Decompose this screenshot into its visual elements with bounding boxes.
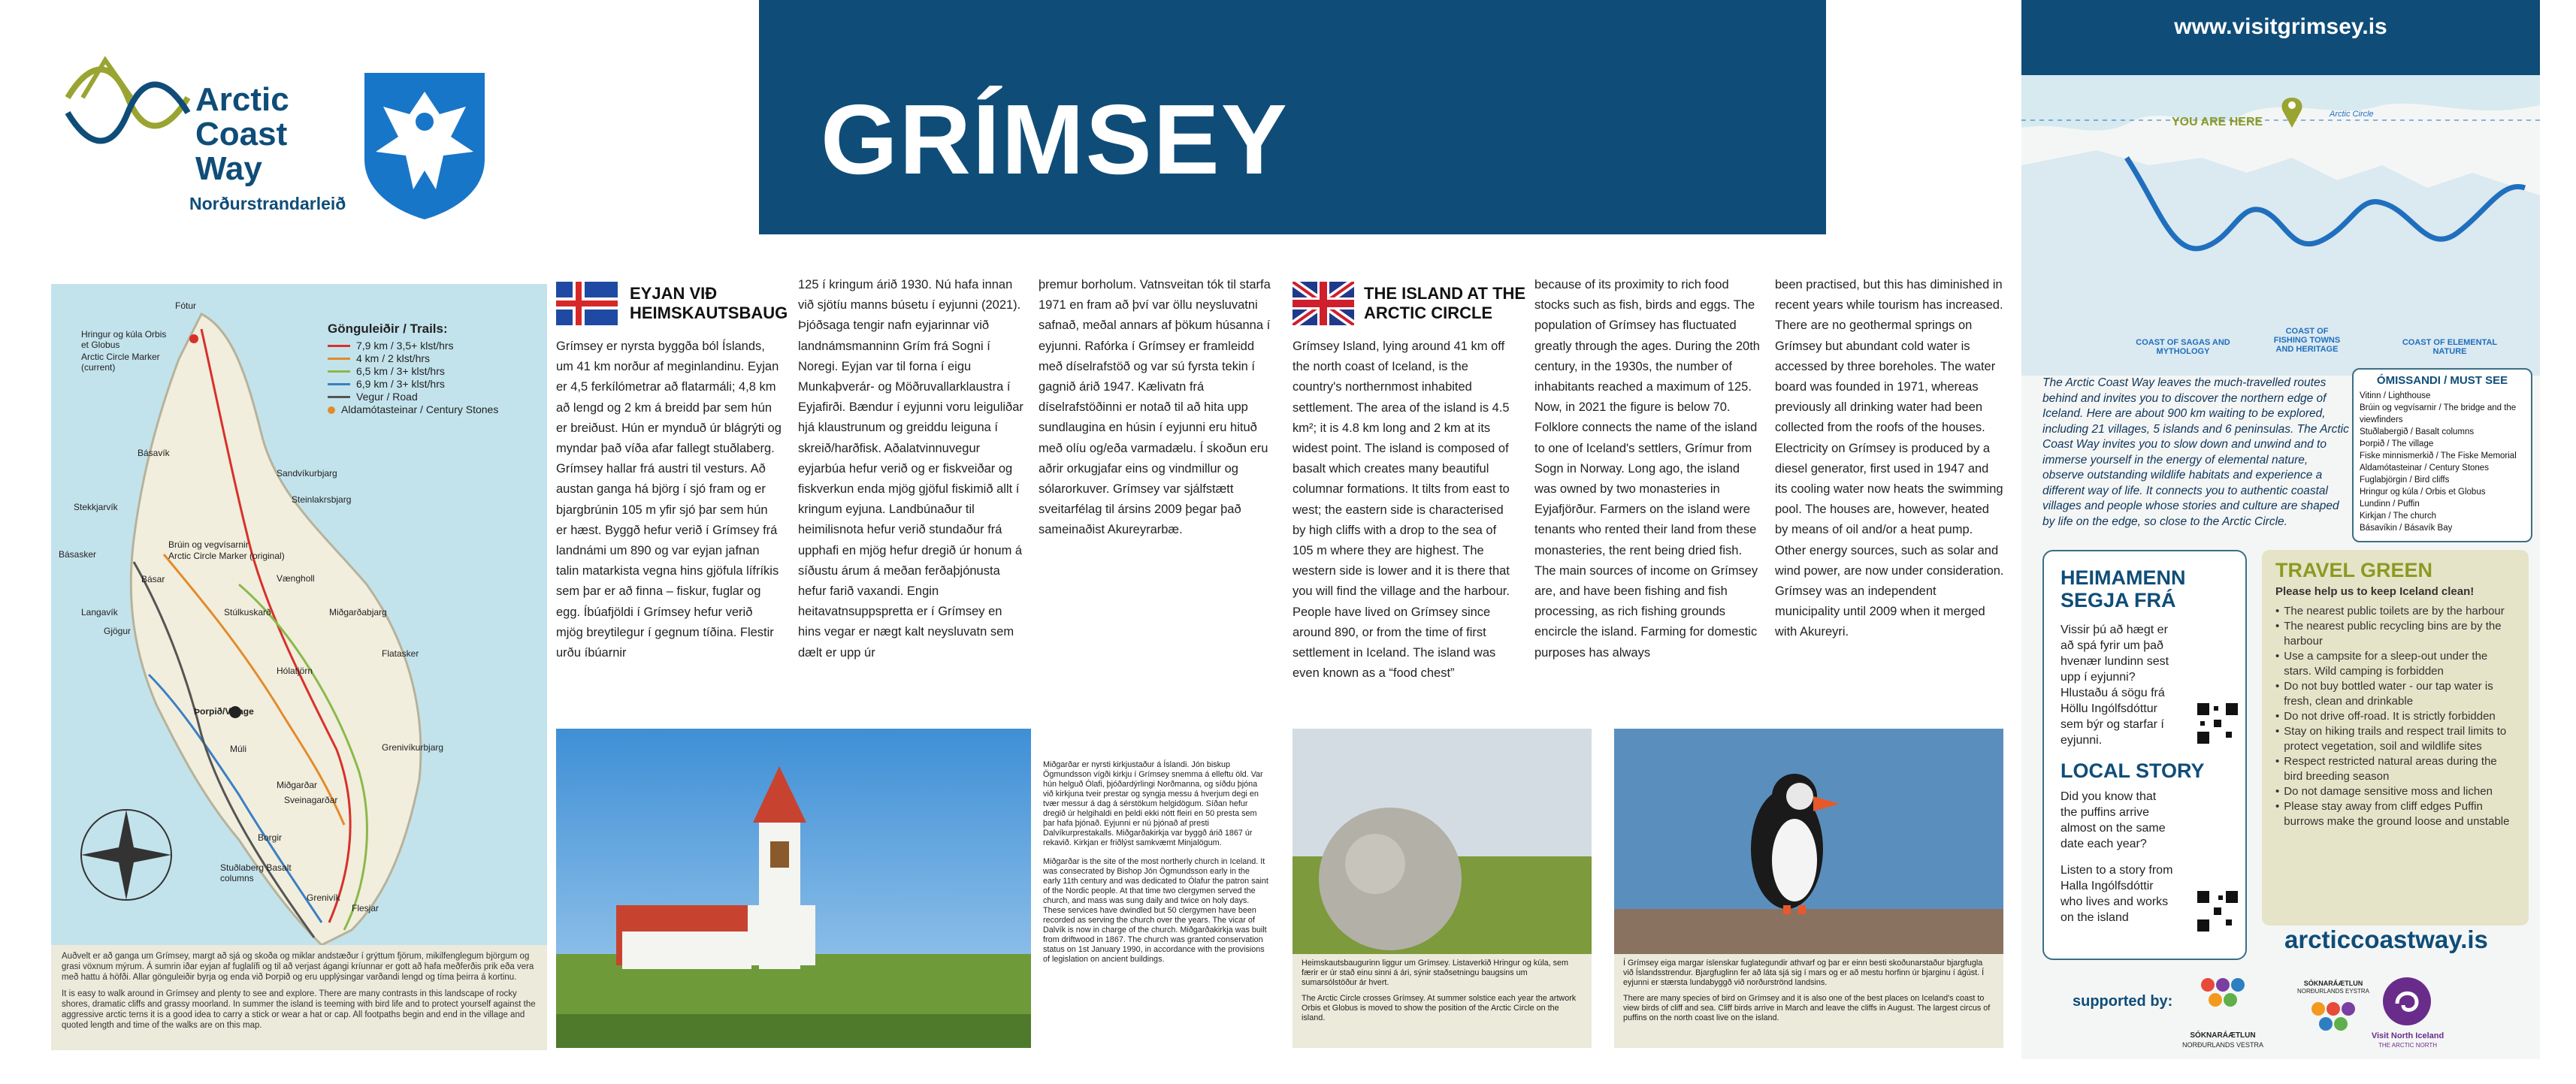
bullet-icon: • (2275, 650, 2280, 663)
local-story-text: Listen to a story from Halla Ingólfsdóttir who lives and works on the island (2060, 864, 2173, 924)
region-label: COAST OF FISHING TOWNS AND HERITAGE (2273, 327, 2341, 354)
bullet-icon: • (2275, 710, 2280, 723)
must-see-item: Stuðlabergið / Basalt columns (2360, 427, 2475, 436)
travel-green-item (2275, 604, 2515, 619)
must-see-item: Básavíkin / Básavík Bay (2360, 524, 2453, 533)
place-label: Grenivíkurbjarg (382, 742, 444, 753)
visitgrimsey-url[interactable]: www.visitgrimsey.is (2174, 14, 2387, 39)
travel-green-text: Stay on hiking trails and respect trail limits to protect vegetation, soil and wildlife sites (2284, 725, 2507, 753)
map-caption-is: Auðvelt er að ganga um Grímsey, margt að sjá og skoða og miklar andstæður í grýttum fjörum, mikilfenglegum björgum og grasi vöxnum mýrum. Á sumrin iðar eyjan af fuglalífi og til að verjast ágangi kríunnar er gott að hafa meðferðis prik eða vera með hattu á höfði. Allar gönguleiðir byrja og enda við Þorpið og eru upplýsingar varðandi lengd og tíma þeirra á kortinu. (62, 952, 534, 982)
en-column-2: because of its proximity to rich food stocks such as fish, birds and eggs. The population of Grímsey has fluctuated greatly through the ages. During the 20th century, in the 1930s, the number of inhabitants reached a maximum of 125. Now, in 2021 the figure is below 70. Folklore connects the name of the island to one of Iceland's settlers, Grímur from Sogn in Norway. Long ago, the island was owned by two monasteries in Eyjafjörður. Farmers on the island were tenants who rented their land from these monasteries, the rent being dried fish. The main sources of income on Grímsey are, and have been fishing and fish processing, as rich fishing grounds encircle the island. Farming for domestic purposes has always (1534, 278, 1760, 660)
bullet-icon: • (2275, 755, 2280, 768)
brand-name (195, 83, 289, 186)
arctic-coast-way-logo-icon (60, 53, 195, 158)
locals-title-2: SEGJA FRÁ (2060, 589, 2176, 611)
bullet-icon: • (2275, 620, 2280, 633)
sponsor-3-sub: THE ARCTIC NORTH (2378, 1042, 2438, 1049)
travel-green-text: The nearest public toilets are by the harbour (2284, 605, 2505, 617)
travel-green-text: The nearest public recycling bins are by the harbour (2284, 620, 2502, 648)
title-banner (759, 0, 1826, 234)
iceland-flag-icon (556, 282, 618, 325)
bullet-icon: • (2275, 725, 2280, 738)
is-column-1: Grímsey er nyrsta byggða ból Íslands, um 41 km norður af meginlandinu. Eyjan er 4,5 ferkílómetrar að flatarmáli; 4,8 km að lengd og 2 km á breidd þar sem hún er breiðust. Hún er mynduð úr blágrýti og myndar það víða afar fallegt stuðlaberg. Grímsey hallar frá austri til vesturs. Að austan ganga há björg í sjó fram og er bjargbrúnin 105 m yfir sjó þar sem hún er hæst. Byggð hefur verið í Grímsey frá landnámi um 890 og var eyjan jafnan talin matarkista vegna hins gjöfula lífríkis sem þar er að finna – fiskur, fuglar og egg. Íbúafjöldi í Grímsey hefur verið mjög breytilegur í gegnum tíðina. Flestir urðu íbúarnir (556, 340, 782, 660)
travel-green-item (2275, 724, 2515, 754)
brand-line-3: Way (195, 150, 262, 187)
legend-swatch (328, 396, 350, 398)
place-label: Múli (230, 744, 247, 754)
en-section-title: THE ISLAND AT THE ARCTIC CIRCLE (1364, 284, 1526, 322)
church-photo (556, 729, 1031, 1048)
legend-label: 7,9 km / 3,5+ klst/hrs (356, 340, 454, 352)
sponsor-1-name: SÓKNARÁÆTLUN (2190, 1031, 2256, 1040)
travel-green-text: Use a campsite for a sleep-out under the stars. Wild camping is forbidden (2284, 650, 2488, 678)
place-label: Borgir (258, 832, 283, 843)
travel-green-item (2275, 754, 2515, 784)
soknaraaetlun-eystra-logo-icon (2303, 998, 2363, 1043)
place-label: Sandvíkurbjarg (277, 468, 337, 479)
local-story-box (2042, 550, 2247, 960)
orb-caption-is: Heimskautsbaugurinn liggur um Grímsey. Listaverkið Hringur og kúla, sem færir er úr stað einu sinni á ári, sýnir staðsetningu baugsins um sumarsólstöður ár hvert. (1302, 959, 1569, 987)
must-see-item: Hringur og kúla / Orbis et Globus (2360, 488, 2486, 497)
must-see-box (2352, 368, 2532, 542)
north-iceland-map (2021, 75, 2540, 376)
visit-north-iceland-logo-icon (2381, 974, 2433, 1029)
must-see-item: Vitinn / Lighthouse (2360, 391, 2431, 400)
region-label: COAST OF ELEMENTAL NATURE (2402, 338, 2498, 356)
bullet-icon: • (2275, 605, 2280, 617)
you-are-here-label: YOU ARE HERE (2172, 116, 2263, 128)
puffin-caption (1614, 954, 2003, 1048)
coat-of-arms-icon (361, 69, 488, 223)
bullet-icon: • (2275, 800, 2280, 813)
travel-green-text: Do not buy bottled water - our tap water is fresh, clean and drinkable (2284, 680, 2493, 708)
church-caption (1043, 760, 1268, 965)
is-column-3: þremur borholum. Vatnsveitan tók til starfa 1971 en fram að því var öllu neysluvatni safnað, meðal annars af þökum húsanna í eyjunni. Rafórka í Grímsey er framleidd með díselrafstöð og var sú fyrsta tekin í gagnið árið 1947. Kælivatn frá díselrafstöðinni er notað til að hita upp sundlaugina en húsin í eyjunni eru hituð með olíu og/eða varmadælu. Í skoðun eru aðrir orkugjafar eins og vindmillur og sólarorkuver. Grímsey var sjálfstætt sveitarfélag til ársins 2009 þegar það sameinaðist Akureyrarbæ. (1039, 278, 1271, 537)
legend-item (328, 365, 538, 378)
sponsor-2-sub: NORÐURLANDS EYSTRA (2296, 988, 2369, 995)
church-caption-en: Miðgarðar is the site of the most northerly church in Iceland. It was consecrated by Bishop Jón Ögmundsson early in the early 11th century and was dedicated to Ólafur the patron saint of the Nordic people. At that time two clergymen served the church, and mass was sung daily and twice on holy days. These services have dwindled but 50 clergymen have been recorded as serving the church over the years. The vicar of Dalvík is now in charge of the church. Miðgarðakirkja was built from driftwood in 1867. The church was granted conservation status on 1st January 1990, in accordance with the provisions of legislation on ancient buildings. (1043, 857, 1268, 964)
is-column-2: 125 í kringum árið 1930. Nú hafa innan við sjötíu manns búsetu í eyjunni (2021). Þjóðsaga tengir nafn eyjarinnar við landnámsmanninn Grím frá Sogni í Noregi. Eyjan var til forna í eigu Munkaþverár- og Möðruvallarklaustra í Eyjafirði. Bændur í eyjunni voru leiguliðar hjá klaustrunum og greiddu leiguna í skreið/harðfisk. Aðalatvinnuvegur eyjarbúa hefur verið og er fiskveiðar og fiskverkun enda mjög gjöful fiskimið allt í kringum eyjuna. Landbúnaður til heimilisnota hefur verið stundaður frá upphafi en mjög hefur dregið úr honum á síðustu árum á meðan ferðaþjónusta hefur farið vaxandi. Engin heitavatnsuppspretta er í Grímsey en hins vegar er nægt kalt neysluvatn sem dælt er upp úr (798, 278, 1023, 660)
grimsey-trail-map (51, 284, 547, 945)
must-see-item: Aldamótasteinar / Century Stones (2360, 463, 2489, 473)
travel-green-text: Do not damage sensitive moss and lichen (2284, 785, 2493, 798)
legend-title: Gönguleiðir / Trails: (328, 322, 448, 336)
arctic-coast-way-intro: The Arctic Coast Way leaves the much-travelled routes behind and invites you to discover the northern edge of Iceland. Here are about 900 km waiting to be explored, including 21 villages, 5 islands and 6 peninsulas. The Arctic Coast Way invites you to slow down and unwind and to immerse yourself in the energy of elemental nature, observe outstanding wildlife habitats and experience a different way of life. It connects you to authentic coastal villages and people whose stories and culture are shaped by life on the edge, so close to the Arctic Circle. (2042, 376, 2349, 528)
legend-swatch (328, 358, 350, 360)
brand-line-1: Arctic (195, 81, 289, 118)
place-label: Básar (141, 574, 165, 584)
place-label: Stuðlaberg Basalt columns (220, 862, 292, 883)
travel-green-item (2275, 709, 2515, 724)
place-label: Hringur og kúla Orbis et Globus (81, 329, 167, 350)
bullet-icon: • (2275, 680, 2280, 693)
bullet-icon: • (2275, 785, 2280, 798)
puffin-image-icon (1614, 729, 2003, 954)
travel-green-item (2275, 649, 2515, 679)
en-column-3: been practised, but this has diminished in recent years while tourism has increased. There are no geothermal springs on Grímsey but abundant cold water is accessed by three boreholes. The water board was founded in 1971, whereas previously all drinking water had been collected from the roofs of the houses. Electricity on Grímsey is produced by a diesel generator, first used in 1947 and its cooling water now heats the swimming pool. The houses are, however, heated by means of oil and/or a heat pump. Other energy sources, such as solar and wind power, are now under consideration. Grímsey was an independent municipality until 2009 when it merged with Akureyri. (1775, 278, 2004, 639)
arctic-circle-marker-icon (189, 334, 198, 343)
local-story-title: LOCAL STORY (2060, 759, 2205, 782)
place-label: Arctic Circle Marker (original) (168, 551, 285, 561)
travel-green-subtitle: Please help us to keep Iceland clean! (2275, 585, 2475, 598)
header-logos (0, 0, 751, 240)
place-label: Brúin og vegvísarnir (168, 539, 249, 550)
place-label: Flesjar (352, 903, 379, 913)
orb-photo (1293, 729, 1592, 954)
qr-code-icon[interactable] (2196, 889, 2239, 933)
travel-green-text: Please stay away from cliff edges Puffin burrows make the ground loose and unstable (2284, 800, 2510, 828)
sponsor-1-sub: NORÐURLANDS VESTRA (2181, 1041, 2264, 1049)
legend-item (328, 403, 538, 416)
locals-text-is: Vissir þú að hægt er að spá fyrir um það hvenær lundinn sest upp í eyjunni? Hlustaðu á sögu frá Höllu Ingólfsdóttur sem býr og starfar í eyjunni. (2060, 624, 2169, 747)
legend-label: 4 km / 2 klst/hrs (356, 352, 431, 364)
is-section-title: EYJAN VIÐ HEIMSKAUTSBAUG (630, 284, 788, 322)
supported-by-label: supported by: (2073, 993, 2173, 1010)
place-label: Grenivík (307, 892, 340, 903)
compass-rose-icon (81, 810, 171, 900)
must-see-item: Lundinn / Puffin (2360, 500, 2420, 509)
legend-label: 6,9 km / 3+ klst/hrs (356, 378, 445, 390)
must-see-item: Brúin og vegvísarnir / The bridge and the viewfinders (2360, 403, 2517, 424)
travel-green-box (2262, 550, 2529, 925)
locals-title-1: HEIMAMENN (2060, 566, 2186, 589)
legend-item (328, 391, 538, 403)
brand-line-2: Coast (195, 116, 288, 152)
place-label: Fótur (175, 300, 197, 311)
arctic-circle-label: Arctic Circle (2330, 110, 2374, 119)
place-label: Hólatjörn (277, 666, 313, 676)
must-see-item: Fiske minnismerkið / The Fiske Memorial (2360, 451, 2517, 460)
legend-swatch (328, 345, 350, 347)
travel-green-item (2275, 679, 2515, 709)
visitgrimsey-header (2021, 0, 2540, 75)
place-label: Miðgarðar (277, 780, 318, 790)
map-caption (51, 945, 547, 1050)
legend-item (328, 378, 538, 391)
place-label: Stekkjarvík (74, 502, 118, 512)
legend-item (328, 352, 538, 365)
soknaraaetlun-vestra-logo-icon (2193, 974, 2253, 1019)
local-story-question: Did you know that the puffins arrive almost on the same date each year? (2060, 790, 2166, 850)
legend-swatch (328, 406, 335, 414)
place-label: Flatasker (382, 648, 419, 659)
travel-green-item (2275, 619, 2515, 649)
must-see-title: ÓMISSANDI / MUST SEE (2376, 374, 2508, 387)
legend-item (328, 340, 538, 352)
arcticcoastway-url[interactable]: arcticcoastway.is (2284, 925, 2488, 953)
legend-swatch (328, 370, 350, 373)
orb-caption-en: The Arctic Circle crosses Grímsey. At summer solstice each year the artwork Orbis et Globus is moved to show the position of the Arctic Circle on the island. (1302, 994, 1577, 1022)
brand-subtitle: Norðurstrandarleið (189, 194, 346, 213)
church-caption-is: Miðgarðar er nyrsti kirkjustaður á Íslandi. Jón biskup Ögmundsson vígði kirkju í Grímsey snemma á elleftu öld. Var hún helguð Ólafi, þjóðardýrlingi Norðmanna, og síðdu þjóna við kirkjuna tveir prestar og syngja messu á hverjum degi en tvær messur á dag á sérstökum helgidögum. Síðan hefur dregið úr helgihaldi en þeldi ekki nótt fleiri en 50 presta sem þar hafa þjónað. Eyjunni er nú þjónað af presti Dalvíkurprestakalls. Miðgarðakirkja var byggð árið 1867 úr rekavið. Kirkjan er friðlýst samkvæmt Minjalögum. (1043, 760, 1263, 847)
legend-label: Vegur / Road (356, 391, 418, 403)
place-label: Sveinagarðar (284, 795, 338, 805)
puffin-photo (1614, 729, 2003, 954)
travel-green-title: TRAVEL GREEN (2275, 559, 2433, 581)
must-see-item: Fuglabjörgin / Bird cliffs (2360, 476, 2450, 485)
place-label: Gjögur (104, 626, 132, 636)
travel-green-item (2275, 799, 2515, 829)
church-image-icon (556, 729, 1031, 1048)
uk-flag-icon (1293, 282, 1354, 325)
place-label: Miðgarðabjarg (329, 607, 387, 617)
place-label: Þorpið/Village (194, 706, 254, 717)
orbis-et-globus-image-icon (1293, 729, 1592, 954)
puffin-caption-en: There are many species of bird on Grímsey and it is also one of the best places on Iceland's coast to view birds of cliff and sea. Cliff birds arrive in March and leave the cliffs in August. The largest circus of puffins on the north coast live on the island. (1623, 994, 1991, 1022)
legend-label: Aldamótasteinar / Century Stones (341, 403, 499, 415)
must-see-item: Þorpið / The village (2360, 439, 2434, 448)
en-column-1: Grímsey Island, lying around 41 km off the north coast of Iceland, is the country's northernmost inhabited settlement. The area of the island is 4.5 km²; it is 4.8 km long and 2 km at its widest point. The island is composed of basalt which creates many beautiful columnar formations. It tilts from east to west; the eastern side is characterised by high cliffs with a drop to the sea of 105 m where they are highest. The western side is lower and it is there that you will find the village and the harbour. People have lived on Grímsey since around 890, or from the time of first settlement in Iceland. The island was even known as a “food chest” (1293, 340, 1510, 681)
must-see-item: Kirkjan / The church (2360, 512, 2437, 521)
travel-green-text: Respect restricted natural areas during the bird breeding season (2284, 755, 2497, 783)
legend-label: 6,5 km / 3+ klst/hrs (356, 365, 445, 377)
travel-green-item (2275, 784, 2515, 799)
sponsor-2-name: SÓKNARÁÆTLUN (2303, 980, 2363, 987)
place-label: Básasker (59, 549, 97, 560)
place-label: Básavík (138, 448, 170, 458)
place-label: Langavík (81, 607, 118, 617)
legend-swatch (328, 383, 350, 385)
sponsor-3-name: Visit North Iceland (2371, 1031, 2444, 1040)
page-title: GRÍMSEY (821, 84, 1289, 195)
map-caption-en: It is easy to walk around in Grímsey and plenty to see and explore. There are many contrasts in this landscape of rocky shores, dramatic cliffs and grassy moorland. In summer the island is teeming with bird life and to protect yourself against the aggressive arctic terns it is a good idea to carry a stick or wear a hat or cap. All footpaths begin and end in the village and quoted length and time of the walks are on this map. (62, 989, 536, 1030)
qr-code-icon[interactable] (2196, 702, 2239, 745)
place-label: Steinlakrsbjarg (292, 494, 352, 505)
trail-legend (328, 322, 538, 416)
orb-caption (1293, 954, 1592, 1048)
region-label: COAST OF SAGAS AND MYTHOLOGY (2136, 338, 2230, 356)
travel-green-text: Do not drive off-road. It is strictly forbidden (2284, 710, 2496, 723)
place-label: Vængholl (277, 573, 315, 584)
place-label: Arctic Circle Marker (current) (81, 352, 160, 373)
puffin-caption-is: Í Grímsey eiga margar íslenskar fuglategundir athvarf og þar er einn besti skoðunarstaður bjargfugla við Íslandsstrendur. Bjargfuglinn fer að láta sjá sig í mars og er að mestu horfinn úr bjarginu í ágúst. Í eyjunni er stærsta lundabyggð við norðurströnd landsins. (1623, 959, 1985, 987)
place-label: Stúlkuskarð (224, 607, 271, 617)
